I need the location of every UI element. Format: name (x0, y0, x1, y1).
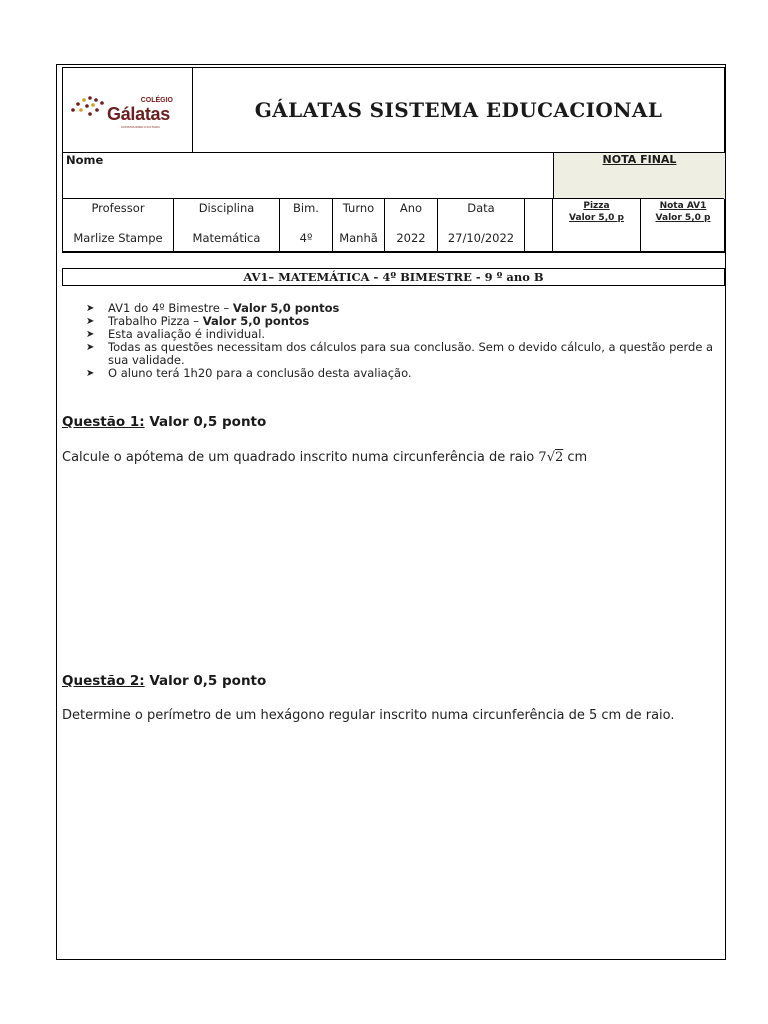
nome-label: Nome (66, 153, 104, 167)
col-header-line2: Valor 5,0 p (569, 213, 624, 223)
question-2-title (62, 673, 266, 689)
exam-rules-list (86, 302, 726, 380)
col-header-line1: Nota AV1 (659, 201, 707, 211)
col-header: Ano (399, 201, 423, 215)
col-value: Marlize Stampe (73, 231, 163, 245)
question-label: Questão 1: (62, 414, 145, 430)
nota-final-label: NOTA FINAL (602, 153, 677, 166)
logo-tagline-text: CONSTRUINDO O FUTURO (121, 125, 160, 129)
logo-dots-icon (69, 88, 109, 128)
question-1-title (62, 414, 266, 430)
rule-text: O aluno terá 1h20 para a conclusão desta avaliação. (108, 366, 412, 380)
rule-text: Esta avaliação é individual. (108, 327, 266, 341)
col-header: Data (467, 201, 495, 215)
col-professor (63, 199, 174, 251)
rule-bold: Valor 5,0 pontos (232, 301, 340, 315)
arrow-bullet-icon: ➤ (86, 368, 95, 379)
col-ano (385, 199, 438, 251)
logo-name-text: Gálatas (107, 104, 170, 124)
col-header-line1: Pizza (583, 201, 610, 211)
col-bimestre (280, 199, 333, 251)
rule-text: AV1 do 4º Bimestre – (108, 301, 233, 315)
question-value: Valor 0,5 ponto (149, 673, 267, 689)
arrow-bullet-icon: ➤ (86, 329, 95, 340)
col-header: Professor (91, 201, 145, 215)
arrow-bullet-icon: ➤ (86, 303, 95, 314)
col-disciplina (174, 199, 280, 251)
col-header (553, 200, 640, 224)
arrow-bullet-icon: ➤ (86, 316, 95, 327)
col-value: Matemática (192, 231, 261, 245)
math-expression: 7√2 (538, 450, 564, 465)
col-value: 2022 (396, 231, 426, 245)
col-header: Turno (342, 201, 375, 215)
list-item (86, 341, 726, 367)
school-title: GÁLATAS SISTEMA EDUCACIONAL (254, 98, 663, 122)
question-1-text (62, 450, 587, 465)
col-value: 27/10/2022 (447, 231, 515, 245)
question-text-before: Calcule o apótema de um quadrado inscrito numa circunferência de raio (62, 450, 539, 465)
col-pizza (553, 199, 641, 251)
math-radicand: 2 (554, 450, 564, 465)
rule-text: Trabalho Pizza – (108, 314, 203, 328)
col-header: Bim. (293, 201, 319, 215)
rule-text: Todas as questões necessitam dos cálculos para sua conclusão. Sem o devido cálculo, a questão perde a sua validade. (108, 340, 714, 367)
question-label: Questão 2: (62, 673, 145, 689)
col-header-line2: Valor 5,0 p (655, 213, 711, 223)
list-item (86, 367, 726, 380)
col-value: Manhã (339, 231, 378, 245)
col-turno (333, 199, 385, 251)
question-text-after: cm (563, 450, 588, 465)
col-value: 4º (299, 231, 313, 245)
arrow-bullet-icon: ➤ (86, 342, 95, 353)
col-empty (525, 199, 553, 251)
col-data (438, 199, 525, 251)
header (62, 67, 725, 153)
exam-subtitle: AV1– MATEMÁTICA - 4º BIMESTRE - 9 º ano B (62, 268, 725, 286)
question-text-before: Determine o perímetro de um hexágono regular inscrito numa circunferência de 5 cm de raio. (62, 708, 675, 723)
col-header (641, 200, 725, 224)
info-columns (63, 199, 724, 253)
school-logo (63, 68, 193, 152)
rule-bold: Valor 5,0 pontos (202, 314, 310, 328)
question-value: Valor 0,5 ponto (149, 414, 267, 430)
nota-final-cell (553, 153, 725, 199)
logo-colegio-text: COLÉGIO (140, 97, 173, 104)
question-2-text (62, 708, 675, 723)
math-coef: 7 (538, 450, 547, 465)
student-info-table (62, 153, 725, 253)
col-header: Disciplina (198, 201, 255, 215)
col-nota-av1 (641, 199, 725, 251)
